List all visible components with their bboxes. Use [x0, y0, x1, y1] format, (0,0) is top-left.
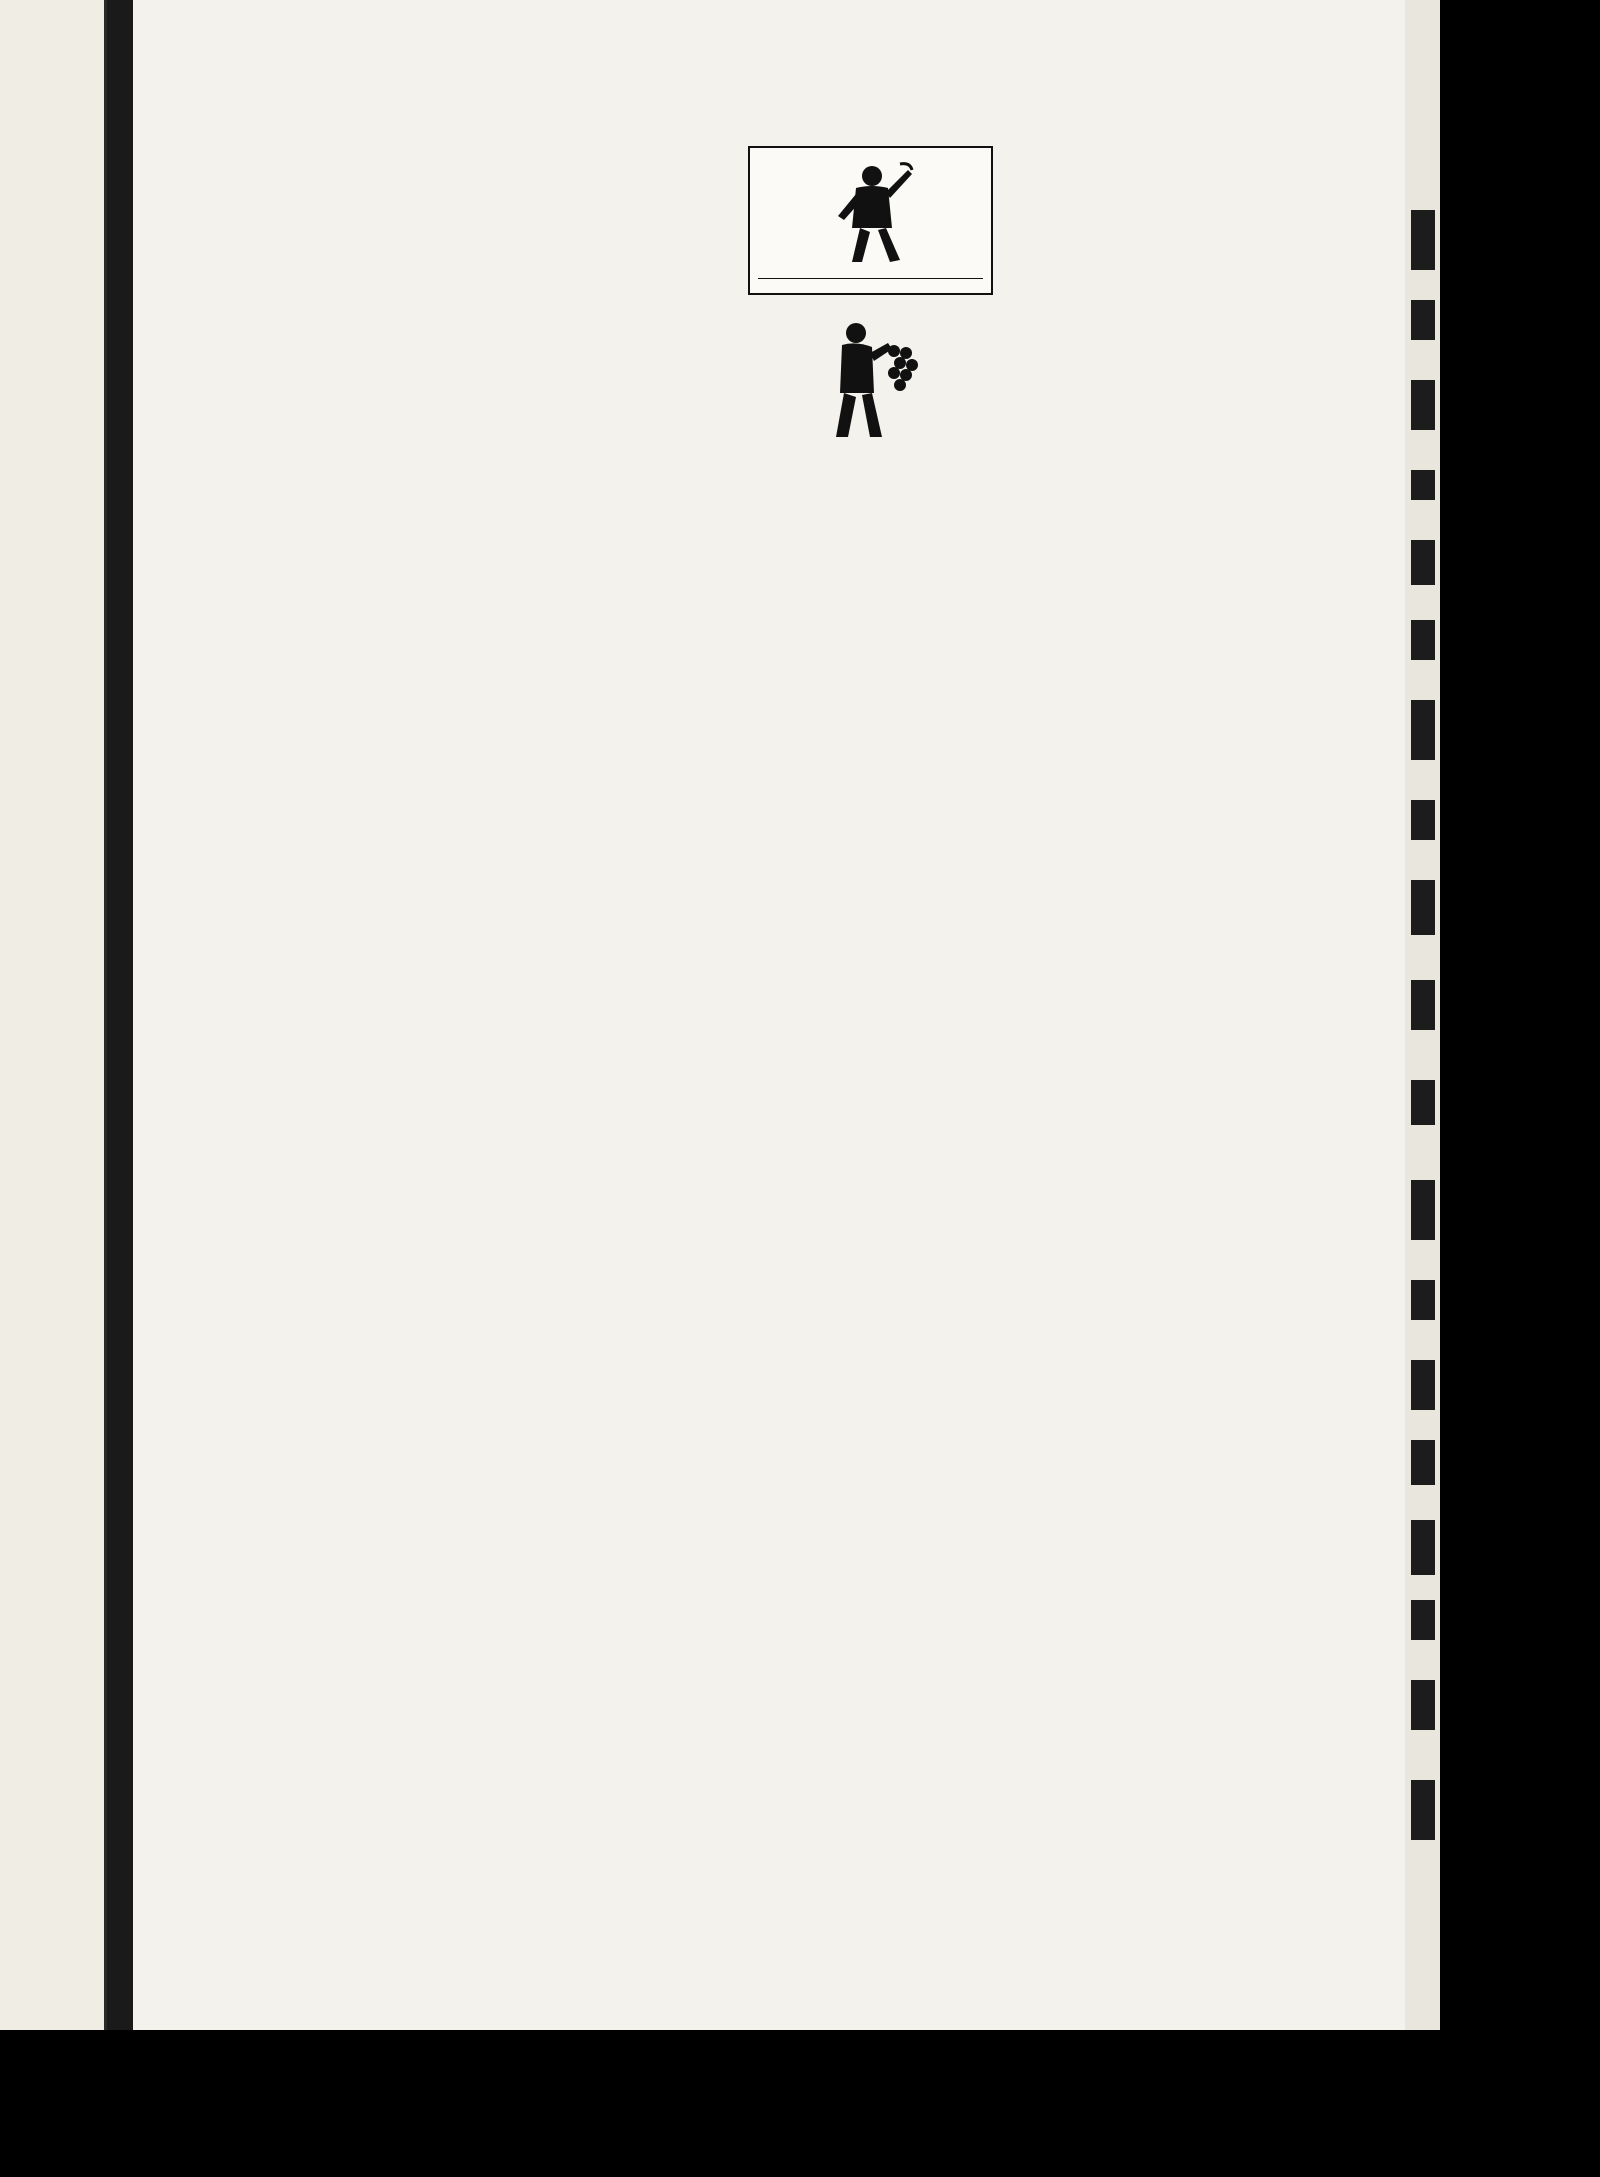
edge-mark — [1411, 1440, 1435, 1485]
edge-mark — [1411, 1600, 1435, 1640]
stockmann-werk-advertisement — [748, 146, 993, 295]
edge-mark — [1411, 700, 1435, 760]
herbert-stockmann-advertisement — [748, 305, 993, 459]
book-gutter — [107, 0, 133, 2030]
chocolate-boy-logo-icon — [826, 158, 916, 268]
edge-mark — [1411, 1780, 1435, 1840]
previous-page-fragment — [0, 0, 107, 2030]
ad-address-city — [758, 278, 983, 283]
edge-mark — [1411, 1080, 1435, 1125]
edge-mark — [1411, 210, 1435, 270]
column-1 — [175, 138, 440, 1918]
edge-mark — [1411, 800, 1435, 840]
column-3 — [738, 138, 1003, 1918]
column-2 — [455, 138, 720, 1918]
scan-background — [0, 2030, 1600, 2177]
edge-mark — [1411, 540, 1435, 585]
edge-mark — [1411, 1180, 1435, 1240]
edge-mark — [1411, 620, 1435, 660]
edge-mark — [1411, 980, 1435, 1030]
edge-mark — [1411, 1680, 1435, 1730]
edge-mark — [1411, 470, 1435, 500]
page-header — [133, 86, 1405, 126]
grape-carrier-logo-icon — [816, 313, 926, 443]
edge-mark — [1411, 880, 1435, 935]
page-edge-strip — [1405, 0, 1440, 2030]
edge-mark — [1411, 300, 1435, 340]
edge-mark — [1411, 1280, 1435, 1320]
edge-mark — [1411, 1360, 1435, 1410]
edge-mark — [1411, 1520, 1435, 1575]
edge-mark — [1411, 380, 1435, 430]
column-4 — [1021, 138, 1286, 1918]
directory-page — [133, 0, 1405, 2030]
